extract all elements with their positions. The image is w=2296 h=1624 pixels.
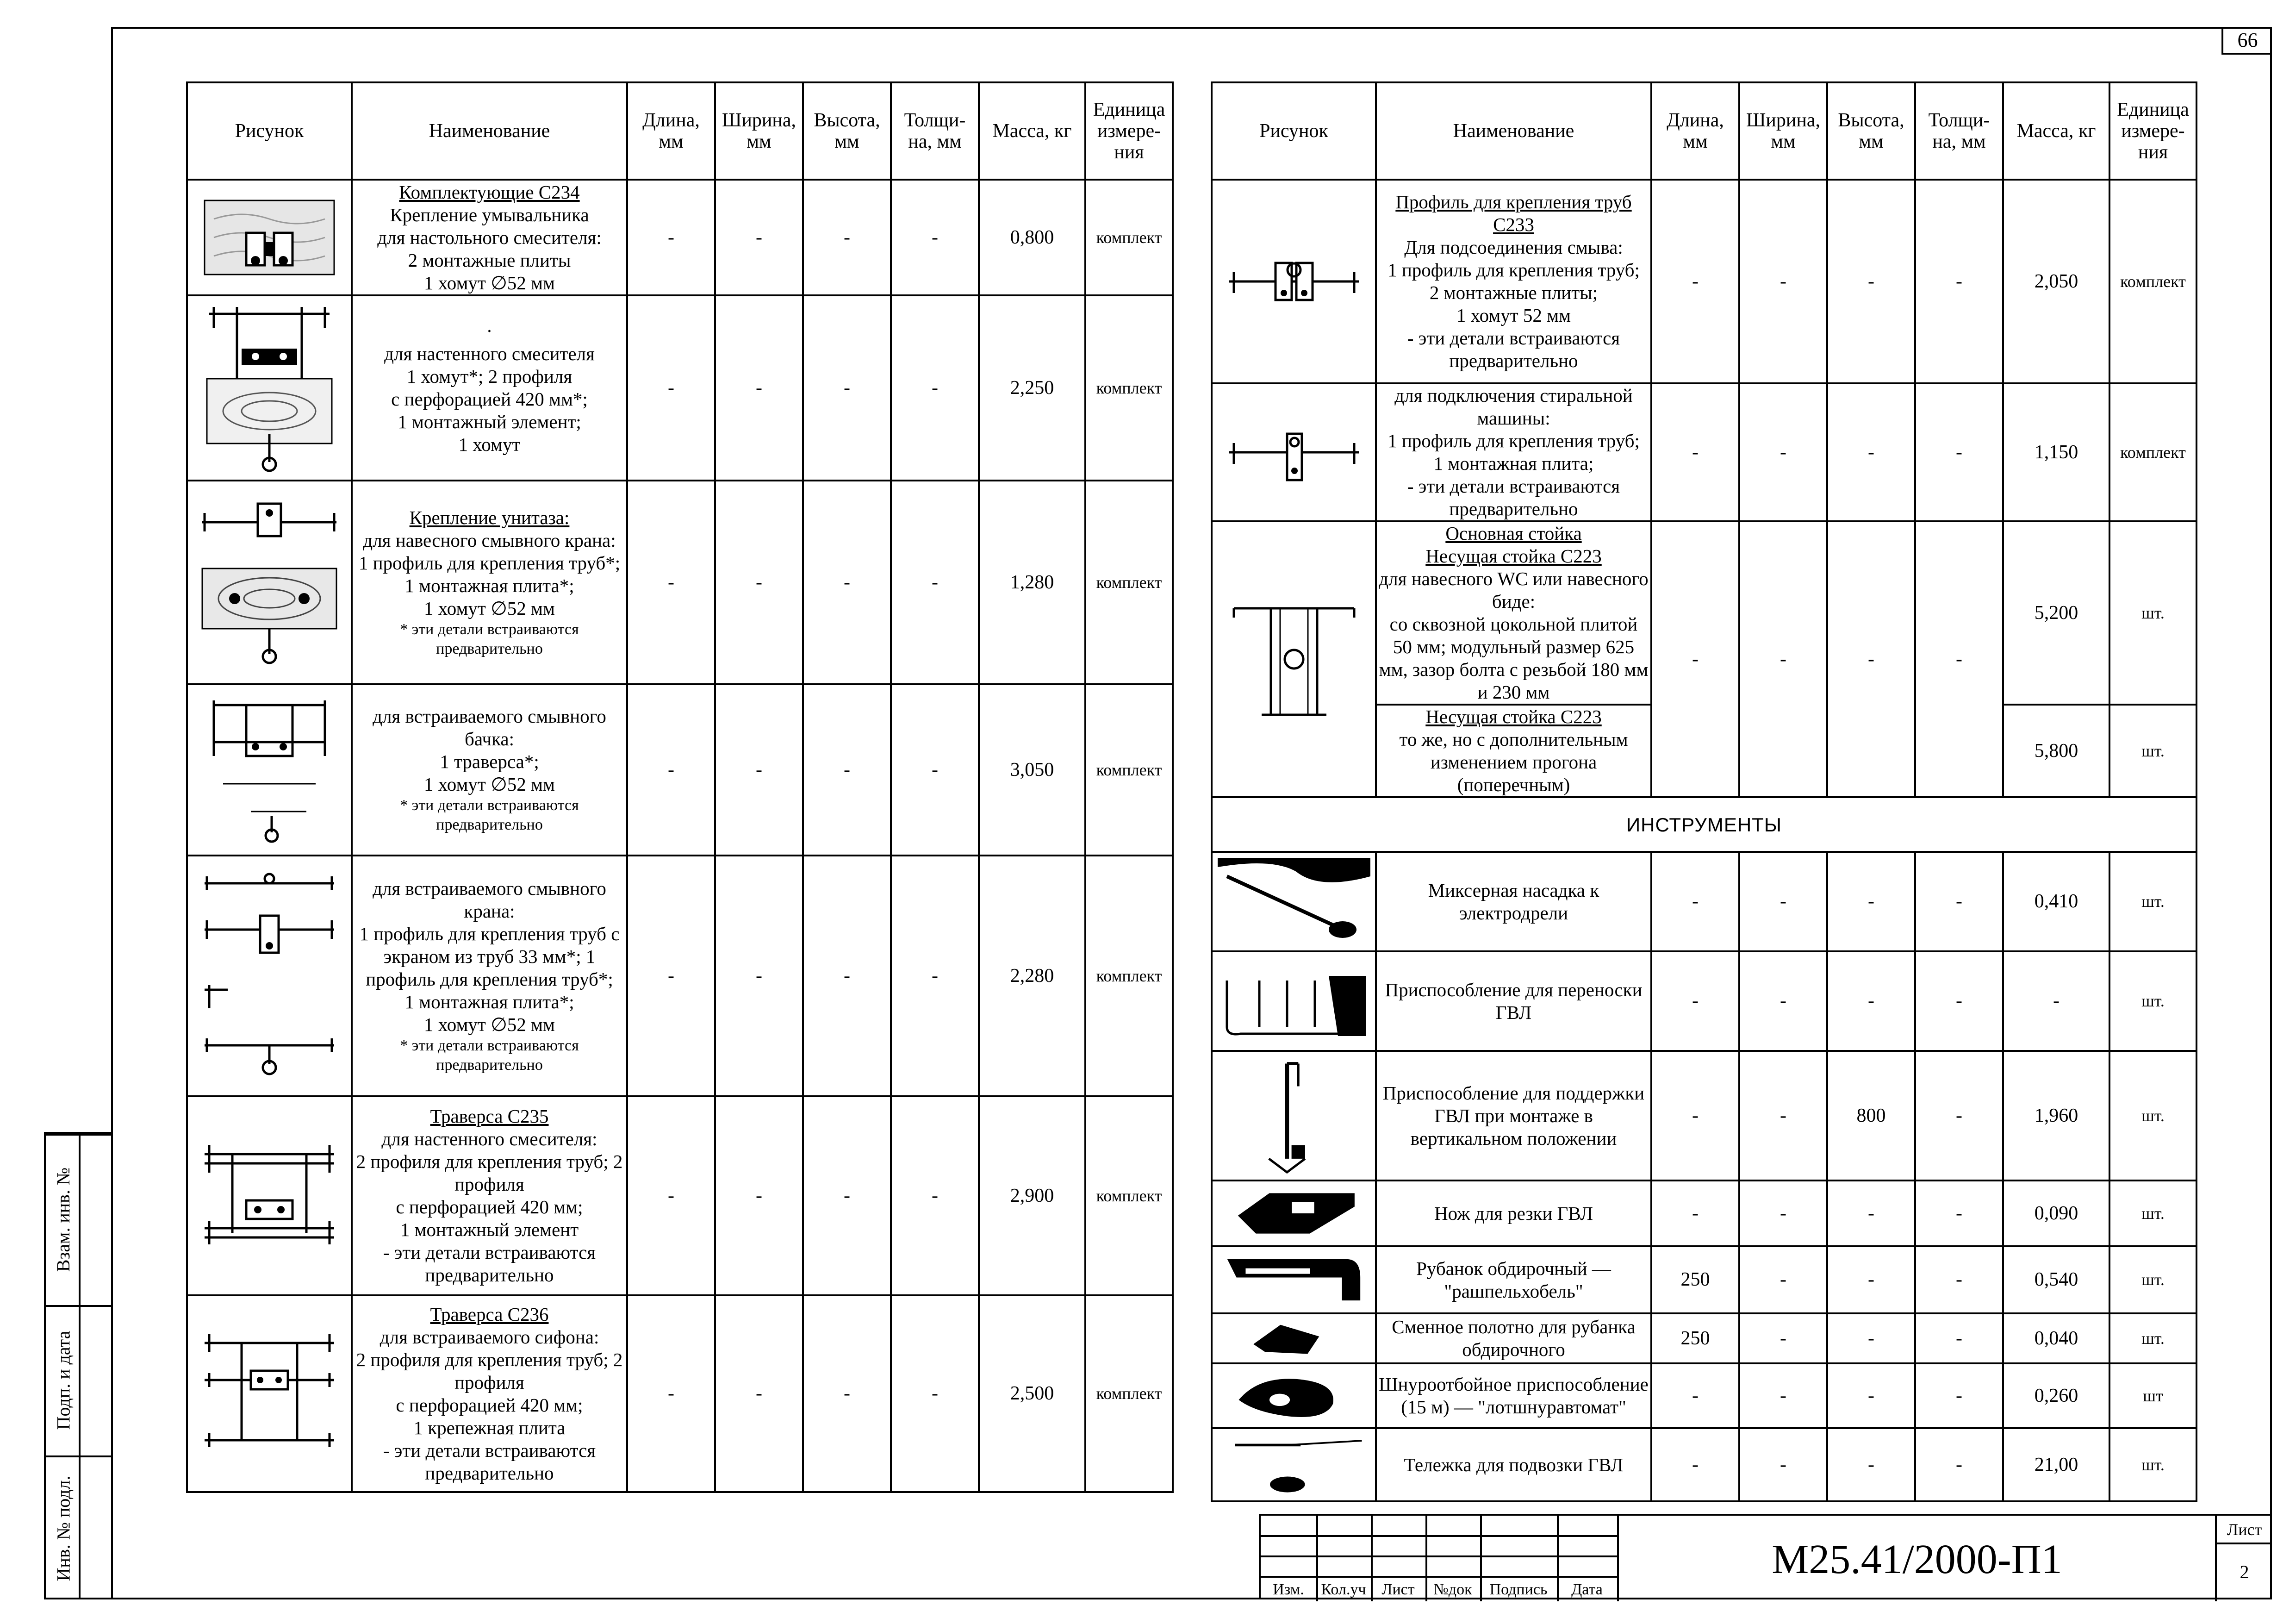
cell-length: -	[627, 856, 715, 1096]
cell-length: -	[1651, 852, 1739, 951]
tool-name: Приспособление для поддержки ГВЛ при монтаже в вертикальном положении	[1376, 1051, 1651, 1181]
cell-width: -	[1739, 852, 1827, 951]
item-line: 1 монтажная плита;	[1433, 453, 1594, 474]
cell-mass: 0,090	[2003, 1181, 2109, 1246]
table-row	[187, 856, 1173, 1096]
tool-picture	[1212, 1051, 1376, 1181]
tool-row	[1212, 1363, 2196, 1428]
item-title: Основная стойка	[1445, 523, 1582, 544]
cell-length: -	[627, 1096, 715, 1295]
cell-unit: шт.	[2109, 705, 2196, 797]
cell-thickness: -	[891, 1295, 979, 1492]
cell-length: -	[1651, 521, 1739, 797]
cell-thickness: -	[1915, 1313, 2003, 1363]
cell-height: -	[803, 1295, 891, 1492]
cell-mass: 0,410	[2003, 852, 2109, 951]
col-length: Длина, мм	[627, 82, 715, 180]
cell-mass: 0,260	[2003, 1363, 2109, 1428]
cell-mass: 1,150	[2003, 383, 2109, 521]
cell-mass: 2,250	[979, 295, 1085, 481]
cell-height: -	[1827, 1313, 1915, 1363]
cell-height: -	[803, 1096, 891, 1295]
cell-thickness: -	[1915, 951, 2003, 1051]
tool-picture	[1212, 852, 1376, 951]
item-line: для встраиваемого смывного бачка:	[373, 706, 606, 750]
item-line: 1 крепежная плита	[413, 1417, 566, 1438]
cell-unit: шт	[2109, 1363, 2196, 1428]
cell-unit: комплект	[1085, 1295, 1173, 1492]
cell-width: -	[1739, 383, 1827, 521]
tools-heading: ИНСТРУМЕНТЫ	[1212, 797, 2196, 852]
tool-picture	[1212, 1363, 1376, 1428]
cell-width: -	[1739, 1428, 1827, 1501]
cell-length: -	[1651, 1363, 1739, 1428]
cell-width: -	[715, 295, 803, 481]
item-note: * эти детали встраиваются предварительно	[400, 1037, 579, 1074]
item-line: 1 профиль для крепления труб с экраном из труб 33 мм*; 1 профиль для крепления труб*;	[359, 923, 620, 990]
cell-mass: 2,050	[2003, 180, 2109, 383]
tool-row	[1212, 1428, 2196, 1501]
cell-thickness: -	[1915, 521, 2003, 797]
cell-width: -	[1739, 1051, 1827, 1181]
cell-height: -	[1827, 1428, 1915, 1501]
cell-mass: 5,200	[2003, 521, 2109, 705]
table-row	[187, 1096, 1173, 1295]
item-line: для навесного WC или навесного биде:	[1379, 568, 1649, 612]
item-name	[352, 295, 627, 481]
cell-height: -	[803, 856, 891, 1096]
item-picture	[187, 856, 352, 1096]
item-line: 2 профиля для крепления труб; 2 профиля	[356, 1349, 623, 1393]
cell-length: -	[627, 1295, 715, 1492]
item-line: 1 профиль для крепления труб;	[1388, 430, 1640, 451]
item-line: Крепление умывальника	[390, 204, 589, 225]
cell-length: -	[1651, 1428, 1739, 1501]
cell-thickness: -	[891, 481, 979, 684]
cell-height: -	[803, 180, 891, 295]
cell-width: -	[1739, 951, 1827, 1051]
tool-picture	[1212, 1428, 1376, 1501]
col-mass: Масса, кг	[979, 82, 1085, 180]
cell-length: -	[1651, 951, 1739, 1051]
cell-height: -	[803, 295, 891, 481]
cell-width: -	[715, 1295, 803, 1492]
cell-width: -	[1739, 1246, 1827, 1313]
item-name	[352, 1295, 627, 1492]
cell-mass: 0,540	[2003, 1246, 2109, 1313]
cell-thickness: -	[891, 856, 979, 1096]
item-name	[352, 684, 627, 856]
item-line: для навесного смывного крана:	[363, 529, 616, 551]
item-note: * эти детали встраиваются предварительно	[400, 620, 579, 657]
cell-mass: 0,800	[979, 180, 1085, 295]
cell-unit: шт.	[2109, 1246, 2196, 1313]
tb-col-change: Изм.	[1273, 1581, 1304, 1598]
cell-width: -	[1739, 1313, 1827, 1363]
item-line: со сквозной цокольной плитой 50 мм; модульный размер 625 мм, зазор болта с резьбой 180 мм и 230 мм	[1379, 613, 1649, 703]
tool-picture	[1212, 1181, 1376, 1246]
item-line: 1 хомут ∅52 мм	[424, 272, 555, 294]
cell-height: -	[1827, 951, 1915, 1051]
cell-height: -	[1827, 1363, 1915, 1428]
item-title: Несущая стойка С223	[1425, 545, 1602, 567]
col-unit: Единица измере- ния	[2109, 82, 2196, 180]
col-height: Высота, мм	[803, 82, 891, 180]
cell-height: -	[803, 684, 891, 856]
cell-thickness: -	[891, 684, 979, 856]
header-row	[1212, 82, 2196, 180]
tool-name: Рубанок обдирочный — "рашпельхобель"	[1376, 1246, 1651, 1313]
item-name	[1376, 705, 1651, 797]
item-picture	[187, 295, 352, 481]
cell-length: -	[627, 180, 715, 295]
item-line: - эти детали встраиваются предварительно	[383, 1242, 596, 1286]
table-row	[1212, 180, 2196, 383]
cell-thickness: -	[891, 295, 979, 481]
table-row	[187, 180, 1173, 295]
sheet-box	[2217, 1516, 2272, 1601]
item-line: 1 хомут ∅52 мм	[424, 1013, 555, 1035]
sheet-label: Лист	[2217, 1516, 2272, 1544]
col-thickness: Толщи- на, мм	[1915, 82, 2003, 180]
tb-col-date: Дата	[1571, 1581, 1603, 1598]
stamp-signature-date: Подп. и дата	[53, 1330, 74, 1430]
table-row	[187, 1295, 1173, 1492]
item-title: Траверса С235	[430, 1106, 549, 1127]
cell-length: -	[1651, 1181, 1739, 1246]
cell-length: -	[627, 295, 715, 481]
tool-row	[1212, 951, 2196, 1051]
col-name: Наименование	[1376, 82, 1651, 180]
cell-mass: 2,280	[979, 856, 1085, 1096]
item-picture	[1212, 383, 1376, 521]
item-line: то же, но с дополнительным изменением прогона (поперечным)	[1399, 729, 1628, 795]
tool-name: Тележка для подвозки ГВЛ	[1376, 1428, 1651, 1501]
item-line: 1 хомут ∅52 мм	[424, 774, 555, 795]
page-number: 66	[2221, 27, 2272, 55]
cell-mass: 21,00	[2003, 1428, 2109, 1501]
col-width: Ширина, мм	[1739, 82, 1827, 180]
item-name	[1376, 521, 1651, 705]
right-spec-table	[1211, 81, 2197, 1502]
cell-unit: шт.	[2109, 1313, 2196, 1363]
tool-picture	[1212, 1313, 1376, 1363]
tb-col-doc: №док	[1433, 1581, 1472, 1598]
title-block	[1259, 1514, 2272, 1599]
tool-name: Шнуроотбойное приспособление (15 м) — "лотшнуравтомат"	[1376, 1363, 1651, 1428]
item-line: для настенного смесителя:	[381, 1128, 597, 1149]
sheet-number: 2	[2240, 1562, 2249, 1582]
cell-length: 250	[1651, 1313, 1739, 1363]
cell-mass: -	[2003, 951, 2109, 1051]
tool-name: Сменное полотно для рубанка обдирочного	[1376, 1313, 1651, 1363]
side-stamp	[44, 1132, 111, 1599]
cell-thickness: -	[1915, 1246, 2003, 1313]
item-line: 1 монтажная плита*;	[404, 991, 574, 1012]
item-line: 1 профиль для крепления труб;	[1388, 259, 1640, 281]
item-line: Для подсоединения смыва:	[1404, 237, 1623, 258]
cell-thickness: -	[1915, 180, 2003, 383]
item-line: для встраиваемого смывного крана:	[373, 877, 606, 922]
table-row	[187, 481, 1173, 684]
tool-row	[1212, 1181, 2196, 1246]
cell-unit: комплект	[1085, 295, 1173, 481]
item-picture	[1212, 521, 1376, 797]
tool-row	[1212, 1051, 2196, 1181]
item-line: для подключения стиральной машины:	[1394, 385, 1633, 429]
item-line: для встраиваемого сифона:	[380, 1326, 599, 1348]
item-line: с перфорацией 420 мм*;	[391, 388, 588, 410]
cell-unit: комплект	[1085, 856, 1173, 1096]
cell-thickness: -	[1915, 852, 2003, 951]
cell-width: -	[1739, 1181, 1827, 1246]
cell-unit: шт.	[2109, 1181, 2196, 1246]
tb-col-signature: Подпись	[1489, 1581, 1548, 1598]
stamp-original-inv: Инв. № подл.	[53, 1475, 74, 1581]
cell-width: -	[715, 481, 803, 684]
cell-width: -	[1739, 521, 1827, 797]
tool-name: Миксерная насадка к электродрели	[1376, 852, 1651, 951]
tool-row	[1212, 1313, 2196, 1363]
item-name	[352, 481, 627, 684]
item-picture	[187, 180, 352, 295]
item-line: для настенного смесителя	[384, 343, 595, 364]
cell-thickness: -	[1915, 1051, 2003, 1181]
item-line: 1 монтажный элемент	[400, 1219, 579, 1240]
stamp-replacement-inv: Взам. инв. №	[53, 1167, 74, 1272]
cell-width: -	[715, 856, 803, 1096]
cell-unit: шт.	[2109, 852, 2196, 951]
cell-unit: комплект	[1085, 481, 1173, 684]
cell-mass: 2,500	[979, 1295, 1085, 1492]
item-name	[1376, 180, 1651, 383]
item-line: ·	[486, 320, 493, 342]
cell-width: -	[715, 684, 803, 856]
cell-height: 800	[1827, 1051, 1915, 1181]
table-row	[1212, 521, 2196, 705]
item-title: Профиль для крепления труб С233	[1395, 191, 1632, 235]
cell-width: -	[1739, 1363, 1827, 1428]
cell-height: -	[1827, 521, 1915, 797]
cell-mass: 1,960	[2003, 1051, 2109, 1181]
item-line: 1 хомут	[458, 434, 521, 455]
item-line: 1 хомут ∅52 мм	[424, 597, 555, 619]
item-name	[1376, 383, 1651, 521]
item-line: 1 монтажный элемент;	[398, 411, 581, 432]
cell-unit: комплект	[2109, 383, 2196, 521]
item-line: 1 хомут*; 2 профиля	[406, 366, 572, 387]
cell-unit: комплект	[1085, 1096, 1173, 1295]
cell-unit: шт.	[2109, 1051, 2196, 1181]
cell-length: -	[1651, 180, 1739, 383]
tool-picture	[1212, 951, 1376, 1051]
cell-unit: шт.	[2109, 521, 2196, 705]
cell-length: -	[627, 684, 715, 856]
cell-length: -	[627, 481, 715, 684]
cell-mass: 5,800	[2003, 705, 2109, 797]
tool-name: Приспособление для переноски ГВЛ	[1376, 951, 1651, 1051]
cell-height: -	[803, 481, 891, 684]
cell-unit: шт.	[2109, 951, 2196, 1051]
item-picture	[187, 684, 352, 856]
cell-unit: комплект	[1085, 180, 1173, 295]
col-length: Длина, мм	[1651, 82, 1739, 180]
cell-height: -	[1827, 1181, 1915, 1246]
cell-height: -	[1827, 383, 1915, 521]
cell-mass: 3,050	[979, 684, 1085, 856]
cell-unit: шт.	[2109, 1428, 2196, 1501]
item-line: с перфорацией 420 мм;	[396, 1394, 583, 1416]
document-code: М25.41/2000-П1	[1617, 1516, 2217, 1601]
item-line: для настольного смесителя:	[377, 226, 602, 248]
col-name: Наименование	[352, 82, 627, 180]
col-picture: Рисунок	[1212, 82, 1376, 180]
item-title: Несущая стойка С223	[1425, 706, 1602, 727]
cell-thickness: -	[891, 180, 979, 295]
item-picture	[187, 481, 352, 684]
cell-thickness: -	[1915, 1363, 2003, 1428]
item-line: 1 траверса*;	[440, 751, 539, 772]
item-line: - эти детали встраиваются предварительно	[1407, 327, 1620, 371]
item-line: 1 хомут 52 мм	[1456, 305, 1571, 326]
col-thickness: Толщи- на, мм	[891, 82, 979, 180]
cell-unit: комплект	[2109, 180, 2196, 383]
item-line: 2 монтажные плиты	[408, 249, 571, 271]
table-row	[187, 295, 1173, 481]
cell-thickness: -	[891, 1096, 979, 1295]
header-row	[187, 82, 1173, 180]
item-picture	[1212, 180, 1376, 383]
cell-mass: 0,040	[2003, 1313, 2109, 1363]
cell-thickness: -	[1915, 383, 2003, 521]
cell-width: -	[715, 180, 803, 295]
item-title: Траверса С236	[430, 1303, 549, 1325]
cell-width: -	[715, 1096, 803, 1295]
tb-col-sheet: Лист	[1381, 1581, 1415, 1598]
tool-row	[1212, 852, 2196, 951]
item-line: 2 монтажные плиты;	[1429, 282, 1598, 303]
cell-thickness: -	[1915, 1428, 2003, 1501]
cell-height: -	[1827, 180, 1915, 383]
col-unit: Единица измере- ния	[1085, 82, 1173, 180]
col-picture: Рисунок	[187, 82, 352, 180]
tool-name: Нож для резки ГВЛ	[1376, 1181, 1651, 1246]
item-title: Комплектующие С234	[399, 181, 580, 203]
item-picture	[187, 1096, 352, 1295]
item-line: - эти детали встраиваются предварительно	[1407, 475, 1620, 519]
cell-length: -	[1651, 383, 1739, 521]
table-row	[1212, 383, 2196, 521]
cell-length: 250	[1651, 1246, 1739, 1313]
tool-picture	[1212, 1246, 1376, 1313]
cell-height: -	[1827, 852, 1915, 951]
cell-height: -	[1827, 1246, 1915, 1313]
cell-mass: 1,280	[979, 481, 1085, 684]
col-height: Высота, мм	[1827, 82, 1915, 180]
section-row	[1212, 797, 2196, 852]
cell-width: -	[1739, 180, 1827, 383]
item-name	[352, 180, 627, 295]
item-title: Крепление унитаза:	[409, 506, 570, 528]
tool-row	[1212, 1246, 2196, 1313]
cell-length: -	[1651, 1051, 1739, 1181]
item-note: * эти детали встраиваются предварительно	[400, 797, 579, 833]
col-mass: Масса, кг	[2003, 82, 2109, 180]
cell-unit: комплект	[1085, 684, 1173, 856]
cell-mass: 2,900	[979, 1096, 1085, 1295]
col-width: Ширина, мм	[715, 82, 803, 180]
table-row	[187, 684, 1173, 856]
cell-thickness: -	[1915, 1181, 2003, 1246]
item-line: 1 профиль для крепления труб*; 1 монтажная плита*;	[358, 552, 621, 596]
item-line: 2 профиля для крепления труб; 2 профиля	[356, 1151, 623, 1195]
left-spec-table	[186, 81, 1174, 1493]
item-picture	[187, 1295, 352, 1492]
item-name	[352, 1096, 627, 1295]
tb-col-count: Кол.уч	[1321, 1581, 1366, 1598]
item-line: с перфорацией 420 мм;	[396, 1196, 583, 1218]
item-name	[352, 856, 627, 1096]
item-line: - эти детали встраиваются предварительно	[383, 1439, 596, 1484]
